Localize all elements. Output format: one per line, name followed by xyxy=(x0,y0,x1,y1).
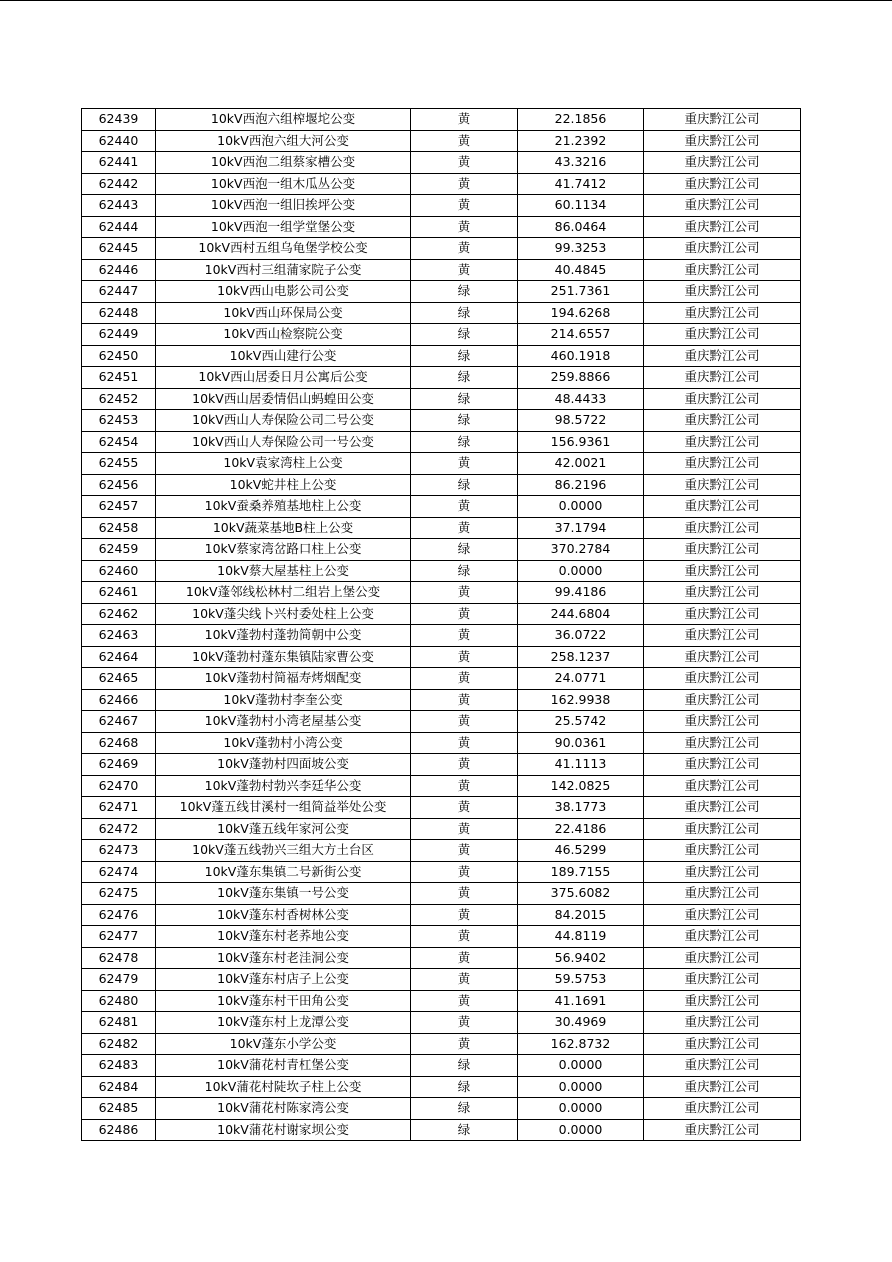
status-color-cell: 绿 xyxy=(411,474,518,496)
status-color-cell: 黄 xyxy=(411,926,518,948)
status-color-cell: 黄 xyxy=(411,732,518,754)
table-row xyxy=(82,969,801,991)
status-color-cell: 绿 xyxy=(411,560,518,582)
table-row xyxy=(82,1098,801,1120)
row-id-cell: 62471 xyxy=(82,797,156,819)
value-cell: 41.1691 xyxy=(518,990,644,1012)
value-cell: 36.0722 xyxy=(518,625,644,647)
table-row xyxy=(82,861,801,883)
status-color-cell: 黄 xyxy=(411,625,518,647)
status-color-cell: 黄 xyxy=(411,1012,518,1034)
transformer-name-cell: 10kV蒲花村谢家坝公变 xyxy=(156,1119,411,1141)
row-id-cell: 62485 xyxy=(82,1098,156,1120)
value-cell: 0.0000 xyxy=(518,1055,644,1077)
status-color-cell: 黄 xyxy=(411,754,518,776)
status-color-cell: 黄 xyxy=(411,797,518,819)
company-cell: 重庆黔江公司 xyxy=(644,646,801,668)
company-cell: 重庆黔江公司 xyxy=(644,1098,801,1120)
table-row xyxy=(82,388,801,410)
row-id-cell: 62460 xyxy=(82,560,156,582)
table-row xyxy=(82,238,801,260)
value-cell: 0.0000 xyxy=(518,560,644,582)
table-row xyxy=(82,840,801,862)
value-cell: 162.9938 xyxy=(518,689,644,711)
status-color-cell: 黄 xyxy=(411,195,518,217)
row-id-cell: 62444 xyxy=(82,216,156,238)
company-cell: 重庆黔江公司 xyxy=(644,818,801,840)
row-id-cell: 62448 xyxy=(82,302,156,324)
company-cell: 重庆黔江公司 xyxy=(644,345,801,367)
status-color-cell: 黄 xyxy=(411,969,518,991)
value-cell: 24.0771 xyxy=(518,668,644,690)
transformer-name-cell: 10kV蓬勃村小湾老屋基公变 xyxy=(156,711,411,733)
company-cell: 重庆黔江公司 xyxy=(644,861,801,883)
status-color-cell: 黄 xyxy=(411,646,518,668)
company-cell: 重庆黔江公司 xyxy=(644,195,801,217)
value-cell: 0.0000 xyxy=(518,1098,644,1120)
table-row xyxy=(82,410,801,432)
table-row xyxy=(82,990,801,1012)
row-id-cell: 62481 xyxy=(82,1012,156,1034)
value-cell: 59.5753 xyxy=(518,969,644,991)
transformer-name-cell: 10kV西山居委日月公寓后公变 xyxy=(156,367,411,389)
transformer-name-cell: 10kV西泡二组蔡家槽公变 xyxy=(156,152,411,174)
status-color-cell: 绿 xyxy=(411,367,518,389)
row-id-cell: 62442 xyxy=(82,173,156,195)
row-id-cell: 62458 xyxy=(82,517,156,539)
status-color-cell: 黄 xyxy=(411,216,518,238)
value-cell: 25.5742 xyxy=(518,711,644,733)
company-cell: 重庆黔江公司 xyxy=(644,775,801,797)
table-row xyxy=(82,603,801,625)
transformer-name-cell: 10kV蓬东村老洼洞公变 xyxy=(156,947,411,969)
table-row xyxy=(82,711,801,733)
transformer-name-cell: 10kV蓬东村店子上公变 xyxy=(156,969,411,991)
transformer-name-cell: 10kV蓬勃村蓬东集镇陆家曹公变 xyxy=(156,646,411,668)
row-id-cell: 62484 xyxy=(82,1076,156,1098)
row-id-cell: 62455 xyxy=(82,453,156,475)
value-cell: 60.1134 xyxy=(518,195,644,217)
value-cell: 98.5722 xyxy=(518,410,644,432)
status-color-cell: 绿 xyxy=(411,345,518,367)
value-cell: 56.9402 xyxy=(518,947,644,969)
company-cell: 重庆黔江公司 xyxy=(644,302,801,324)
row-id-cell: 62483 xyxy=(82,1055,156,1077)
status-color-cell: 绿 xyxy=(411,302,518,324)
value-cell: 41.1113 xyxy=(518,754,644,776)
value-cell: 43.3216 xyxy=(518,152,644,174)
row-id-cell: 62468 xyxy=(82,732,156,754)
top-border-line xyxy=(0,0,892,1)
table-row xyxy=(82,689,801,711)
table-row xyxy=(82,324,801,346)
transformer-name-cell: 10kV西泡六组榨堰坨公变 xyxy=(156,109,411,131)
value-cell: 251.7361 xyxy=(518,281,644,303)
status-color-cell: 黄 xyxy=(411,109,518,131)
transformer-name-cell: 10kV蚕桑养殖基地柱上公变 xyxy=(156,496,411,518)
row-id-cell: 62461 xyxy=(82,582,156,604)
company-cell: 重庆黔江公司 xyxy=(644,173,801,195)
company-cell: 重庆黔江公司 xyxy=(644,840,801,862)
row-id-cell: 62477 xyxy=(82,926,156,948)
table-row xyxy=(82,582,801,604)
value-cell: 0.0000 xyxy=(518,1119,644,1141)
status-color-cell: 黄 xyxy=(411,238,518,260)
value-cell: 142.0825 xyxy=(518,775,644,797)
value-cell: 244.6804 xyxy=(518,603,644,625)
row-id-cell: 62474 xyxy=(82,861,156,883)
transformer-name-cell: 10kV蓬勃村小湾公变 xyxy=(156,732,411,754)
value-cell: 44.8119 xyxy=(518,926,644,948)
table-row xyxy=(82,152,801,174)
transformer-name-cell: 10kV蔡大屋基柱上公变 xyxy=(156,560,411,582)
status-color-cell: 黄 xyxy=(411,130,518,152)
table-row xyxy=(82,259,801,281)
table-row xyxy=(82,496,801,518)
company-cell: 重庆黔江公司 xyxy=(644,883,801,905)
transformer-name-cell: 10kV西山建行公变 xyxy=(156,345,411,367)
table-row xyxy=(82,1119,801,1141)
table-row xyxy=(82,1076,801,1098)
value-cell: 156.9361 xyxy=(518,431,644,453)
transformer-name-cell: 10kV西泡一组学堂堡公变 xyxy=(156,216,411,238)
status-color-cell: 黄 xyxy=(411,711,518,733)
company-cell: 重庆黔江公司 xyxy=(644,281,801,303)
transformer-name-cell: 10kV蒲花村陡坎子柱上公变 xyxy=(156,1076,411,1098)
table-row xyxy=(82,754,801,776)
row-id-cell: 62441 xyxy=(82,152,156,174)
value-cell: 21.2392 xyxy=(518,130,644,152)
value-cell: 189.7155 xyxy=(518,861,644,883)
transformer-name-cell: 10kV蓬尖线卜兴村委处柱上公变 xyxy=(156,603,411,625)
row-id-cell: 62463 xyxy=(82,625,156,647)
row-id-cell: 62462 xyxy=(82,603,156,625)
table-row xyxy=(82,109,801,131)
table-row xyxy=(82,345,801,367)
table-row xyxy=(82,646,801,668)
status-color-cell: 黄 xyxy=(411,861,518,883)
company-cell: 重庆黔江公司 xyxy=(644,1076,801,1098)
value-cell: 30.4969 xyxy=(518,1012,644,1034)
transformer-name-cell: 10kV西村三组蒲家院子公变 xyxy=(156,259,411,281)
company-cell: 重庆黔江公司 xyxy=(644,797,801,819)
table-row xyxy=(82,130,801,152)
status-color-cell: 黄 xyxy=(411,173,518,195)
company-cell: 重庆黔江公司 xyxy=(644,926,801,948)
row-id-cell: 62440 xyxy=(82,130,156,152)
company-cell: 重庆黔江公司 xyxy=(644,388,801,410)
transformer-name-cell: 10kV蔬菜基地B柱上公变 xyxy=(156,517,411,539)
company-cell: 重庆黔江公司 xyxy=(644,324,801,346)
status-color-cell: 黄 xyxy=(411,517,518,539)
table-row xyxy=(82,517,801,539)
transformer-name-cell: 10kV蒲花村青杠堡公变 xyxy=(156,1055,411,1077)
row-id-cell: 62453 xyxy=(82,410,156,432)
row-id-cell: 62475 xyxy=(82,883,156,905)
status-color-cell: 绿 xyxy=(411,431,518,453)
company-cell: 重庆黔江公司 xyxy=(644,130,801,152)
transformer-name-cell: 10kV蓬五线年家河公变 xyxy=(156,818,411,840)
table-row xyxy=(82,625,801,647)
transformer-name-cell: 10kV蓬勃村四面坡公变 xyxy=(156,754,411,776)
row-id-cell: 62469 xyxy=(82,754,156,776)
row-id-cell: 62456 xyxy=(82,474,156,496)
company-cell: 重庆黔江公司 xyxy=(644,732,801,754)
row-id-cell: 62439 xyxy=(82,109,156,131)
table-row xyxy=(82,818,801,840)
company-cell: 重庆黔江公司 xyxy=(644,582,801,604)
company-cell: 重庆黔江公司 xyxy=(644,496,801,518)
status-color-cell: 绿 xyxy=(411,388,518,410)
company-cell: 重庆黔江公司 xyxy=(644,1055,801,1077)
company-cell: 重庆黔江公司 xyxy=(644,969,801,991)
company-cell: 重庆黔江公司 xyxy=(644,109,801,131)
value-cell: 41.7412 xyxy=(518,173,644,195)
transformer-name-cell: 10kV蓬东村香树林公变 xyxy=(156,904,411,926)
transformer-name-cell: 10kV西山人寿保险公司二号公变 xyxy=(156,410,411,432)
company-cell: 重庆黔江公司 xyxy=(644,152,801,174)
value-cell: 38.1773 xyxy=(518,797,644,819)
value-cell: 46.5299 xyxy=(518,840,644,862)
transformer-name-cell: 10kV西山检察院公变 xyxy=(156,324,411,346)
transformer-table xyxy=(81,108,801,1141)
company-cell: 重庆黔江公司 xyxy=(644,625,801,647)
value-cell: 86.0464 xyxy=(518,216,644,238)
status-color-cell: 绿 xyxy=(411,539,518,561)
table-row xyxy=(82,453,801,475)
table-row xyxy=(82,431,801,453)
table-row xyxy=(82,1055,801,1077)
transformer-name-cell: 10kV蓬五线甘溪村一组简益举处公变 xyxy=(156,797,411,819)
company-cell: 重庆黔江公司 xyxy=(644,711,801,733)
row-id-cell: 62478 xyxy=(82,947,156,969)
table-row xyxy=(82,904,801,926)
company-cell: 重庆黔江公司 xyxy=(644,689,801,711)
status-color-cell: 黄 xyxy=(411,818,518,840)
transformer-name-cell: 10kV西村五组乌龟堡学校公变 xyxy=(156,238,411,260)
row-id-cell: 62482 xyxy=(82,1033,156,1055)
company-cell: 重庆黔江公司 xyxy=(644,904,801,926)
status-color-cell: 绿 xyxy=(411,324,518,346)
row-id-cell: 62486 xyxy=(82,1119,156,1141)
row-id-cell: 62450 xyxy=(82,345,156,367)
value-cell: 99.3253 xyxy=(518,238,644,260)
table-row xyxy=(82,474,801,496)
table-row xyxy=(82,883,801,905)
transformer-name-cell: 10kV袁家湾柱上公变 xyxy=(156,453,411,475)
company-cell: 重庆黔江公司 xyxy=(644,410,801,432)
company-cell: 重庆黔江公司 xyxy=(644,238,801,260)
row-id-cell: 62464 xyxy=(82,646,156,668)
table-row xyxy=(82,173,801,195)
table-row xyxy=(82,281,801,303)
table-row xyxy=(82,732,801,754)
value-cell: 370.2784 xyxy=(518,539,644,561)
transformer-name-cell: 10kV蓬东集镇二号新街公变 xyxy=(156,861,411,883)
table-row xyxy=(82,1012,801,1034)
status-color-cell: 黄 xyxy=(411,990,518,1012)
transformer-name-cell: 10kV蓬勃村李奎公变 xyxy=(156,689,411,711)
row-id-cell: 62467 xyxy=(82,711,156,733)
value-cell: 22.1856 xyxy=(518,109,644,131)
status-color-cell: 黄 xyxy=(411,582,518,604)
value-cell: 460.1918 xyxy=(518,345,644,367)
table-row xyxy=(82,560,801,582)
transformer-name-cell: 10kV西山电影公司公变 xyxy=(156,281,411,303)
company-cell: 重庆黔江公司 xyxy=(644,259,801,281)
value-cell: 48.4433 xyxy=(518,388,644,410)
transformer-name-cell: 10kV蓬五线勃兴三组大方土台区 xyxy=(156,840,411,862)
row-id-cell: 62457 xyxy=(82,496,156,518)
value-cell: 42.0021 xyxy=(518,453,644,475)
transformer-name-cell: 10kV西山人寿保险公司一号公变 xyxy=(156,431,411,453)
value-cell: 259.8866 xyxy=(518,367,644,389)
row-id-cell: 62443 xyxy=(82,195,156,217)
transformer-name-cell: 10kV蓬邻线松林村二组岩上堡公变 xyxy=(156,582,411,604)
company-cell: 重庆黔江公司 xyxy=(644,990,801,1012)
row-id-cell: 62452 xyxy=(82,388,156,410)
value-cell: 99.4186 xyxy=(518,582,644,604)
table-body xyxy=(82,109,801,1141)
value-cell: 162.8732 xyxy=(518,1033,644,1055)
status-color-cell: 黄 xyxy=(411,453,518,475)
company-cell: 重庆黔江公司 xyxy=(644,947,801,969)
row-id-cell: 62476 xyxy=(82,904,156,926)
value-cell: 22.4186 xyxy=(518,818,644,840)
row-id-cell: 62472 xyxy=(82,818,156,840)
value-cell: 86.2196 xyxy=(518,474,644,496)
table-row xyxy=(82,775,801,797)
company-cell: 重庆黔江公司 xyxy=(644,1012,801,1034)
transformer-name-cell: 10kV蓬勃村蓬勃简朝中公变 xyxy=(156,625,411,647)
value-cell: 0.0000 xyxy=(518,1076,644,1098)
transformer-name-cell: 10kV蔡家湾岔路口柱上公变 xyxy=(156,539,411,561)
status-color-cell: 黄 xyxy=(411,668,518,690)
table-row xyxy=(82,1033,801,1055)
row-id-cell: 62473 xyxy=(82,840,156,862)
transformer-name-cell: 10kV蓬东集镇一号公变 xyxy=(156,883,411,905)
row-id-cell: 62454 xyxy=(82,431,156,453)
transformer-name-cell: 10kV蒲花村陈家湾公变 xyxy=(156,1098,411,1120)
row-id-cell: 62447 xyxy=(82,281,156,303)
value-cell: 258.1237 xyxy=(518,646,644,668)
company-cell: 重庆黔江公司 xyxy=(644,560,801,582)
status-color-cell: 绿 xyxy=(411,1055,518,1077)
transformer-name-cell: 10kV西泡一组木瓜丛公变 xyxy=(156,173,411,195)
company-cell: 重庆黔江公司 xyxy=(644,216,801,238)
table-row xyxy=(82,668,801,690)
row-id-cell: 62466 xyxy=(82,689,156,711)
table-row xyxy=(82,216,801,238)
transformer-name-cell: 10kV蛇井柱上公变 xyxy=(156,474,411,496)
status-color-cell: 黄 xyxy=(411,904,518,926)
value-cell: 375.6082 xyxy=(518,883,644,905)
status-color-cell: 黄 xyxy=(411,775,518,797)
company-cell: 重庆黔江公司 xyxy=(644,539,801,561)
value-cell: 0.0000 xyxy=(518,496,644,518)
status-color-cell: 绿 xyxy=(411,281,518,303)
company-cell: 重庆黔江公司 xyxy=(644,754,801,776)
value-cell: 194.6268 xyxy=(518,302,644,324)
status-color-cell: 黄 xyxy=(411,883,518,905)
row-id-cell: 62445 xyxy=(82,238,156,260)
transformer-name-cell: 10kV蓬东村老荞地公变 xyxy=(156,926,411,948)
row-id-cell: 62446 xyxy=(82,259,156,281)
company-cell: 重庆黔江公司 xyxy=(644,453,801,475)
table-row xyxy=(82,947,801,969)
status-color-cell: 绿 xyxy=(411,1098,518,1120)
company-cell: 重庆黔江公司 xyxy=(644,431,801,453)
company-cell: 重庆黔江公司 xyxy=(644,517,801,539)
row-id-cell: 62459 xyxy=(82,539,156,561)
status-color-cell: 黄 xyxy=(411,259,518,281)
transformer-name-cell: 10kV蓬东村上龙潭公变 xyxy=(156,1012,411,1034)
row-id-cell: 62465 xyxy=(82,668,156,690)
row-id-cell: 62480 xyxy=(82,990,156,1012)
table-row xyxy=(82,539,801,561)
transformer-name-cell: 10kV西泡一组旧挨坪公变 xyxy=(156,195,411,217)
table-row xyxy=(82,195,801,217)
row-id-cell: 62451 xyxy=(82,367,156,389)
transformer-name-cell: 10kV西泡六组大河公变 xyxy=(156,130,411,152)
transformer-name-cell: 10kV蓬东小学公变 xyxy=(156,1033,411,1055)
status-color-cell: 黄 xyxy=(411,603,518,625)
transformer-name-cell: 10kV蓬东村干田角公变 xyxy=(156,990,411,1012)
transformer-name-cell: 10kV西山环保局公变 xyxy=(156,302,411,324)
table-row xyxy=(82,926,801,948)
company-cell: 重庆黔江公司 xyxy=(644,603,801,625)
company-cell: 重庆黔江公司 xyxy=(644,1119,801,1141)
transformer-name-cell: 10kV蓬勃村简福寿烤烟配变 xyxy=(156,668,411,690)
status-color-cell: 黄 xyxy=(411,1033,518,1055)
status-color-cell: 黄 xyxy=(411,152,518,174)
company-cell: 重庆黔江公司 xyxy=(644,668,801,690)
value-cell: 40.4845 xyxy=(518,259,644,281)
company-cell: 重庆黔江公司 xyxy=(644,474,801,496)
value-cell: 214.6557 xyxy=(518,324,644,346)
company-cell: 重庆黔江公司 xyxy=(644,1033,801,1055)
status-color-cell: 黄 xyxy=(411,496,518,518)
row-id-cell: 62479 xyxy=(82,969,156,991)
value-cell: 37.1794 xyxy=(518,517,644,539)
status-color-cell: 黄 xyxy=(411,840,518,862)
status-color-cell: 绿 xyxy=(411,410,518,432)
transformer-name-cell: 10kV蓬勃村勃兴李廷华公变 xyxy=(156,775,411,797)
transformer-name-cell: 10kV西山居委情侣山蚂蝗田公变 xyxy=(156,388,411,410)
status-color-cell: 黄 xyxy=(411,947,518,969)
table-row xyxy=(82,302,801,324)
value-cell: 84.2015 xyxy=(518,904,644,926)
status-color-cell: 绿 xyxy=(411,1119,518,1141)
row-id-cell: 62449 xyxy=(82,324,156,346)
row-id-cell: 62470 xyxy=(82,775,156,797)
status-color-cell: 绿 xyxy=(411,1076,518,1098)
company-cell: 重庆黔江公司 xyxy=(644,367,801,389)
table-row xyxy=(82,797,801,819)
value-cell: 90.0361 xyxy=(518,732,644,754)
status-color-cell: 黄 xyxy=(411,689,518,711)
table-row xyxy=(82,367,801,389)
